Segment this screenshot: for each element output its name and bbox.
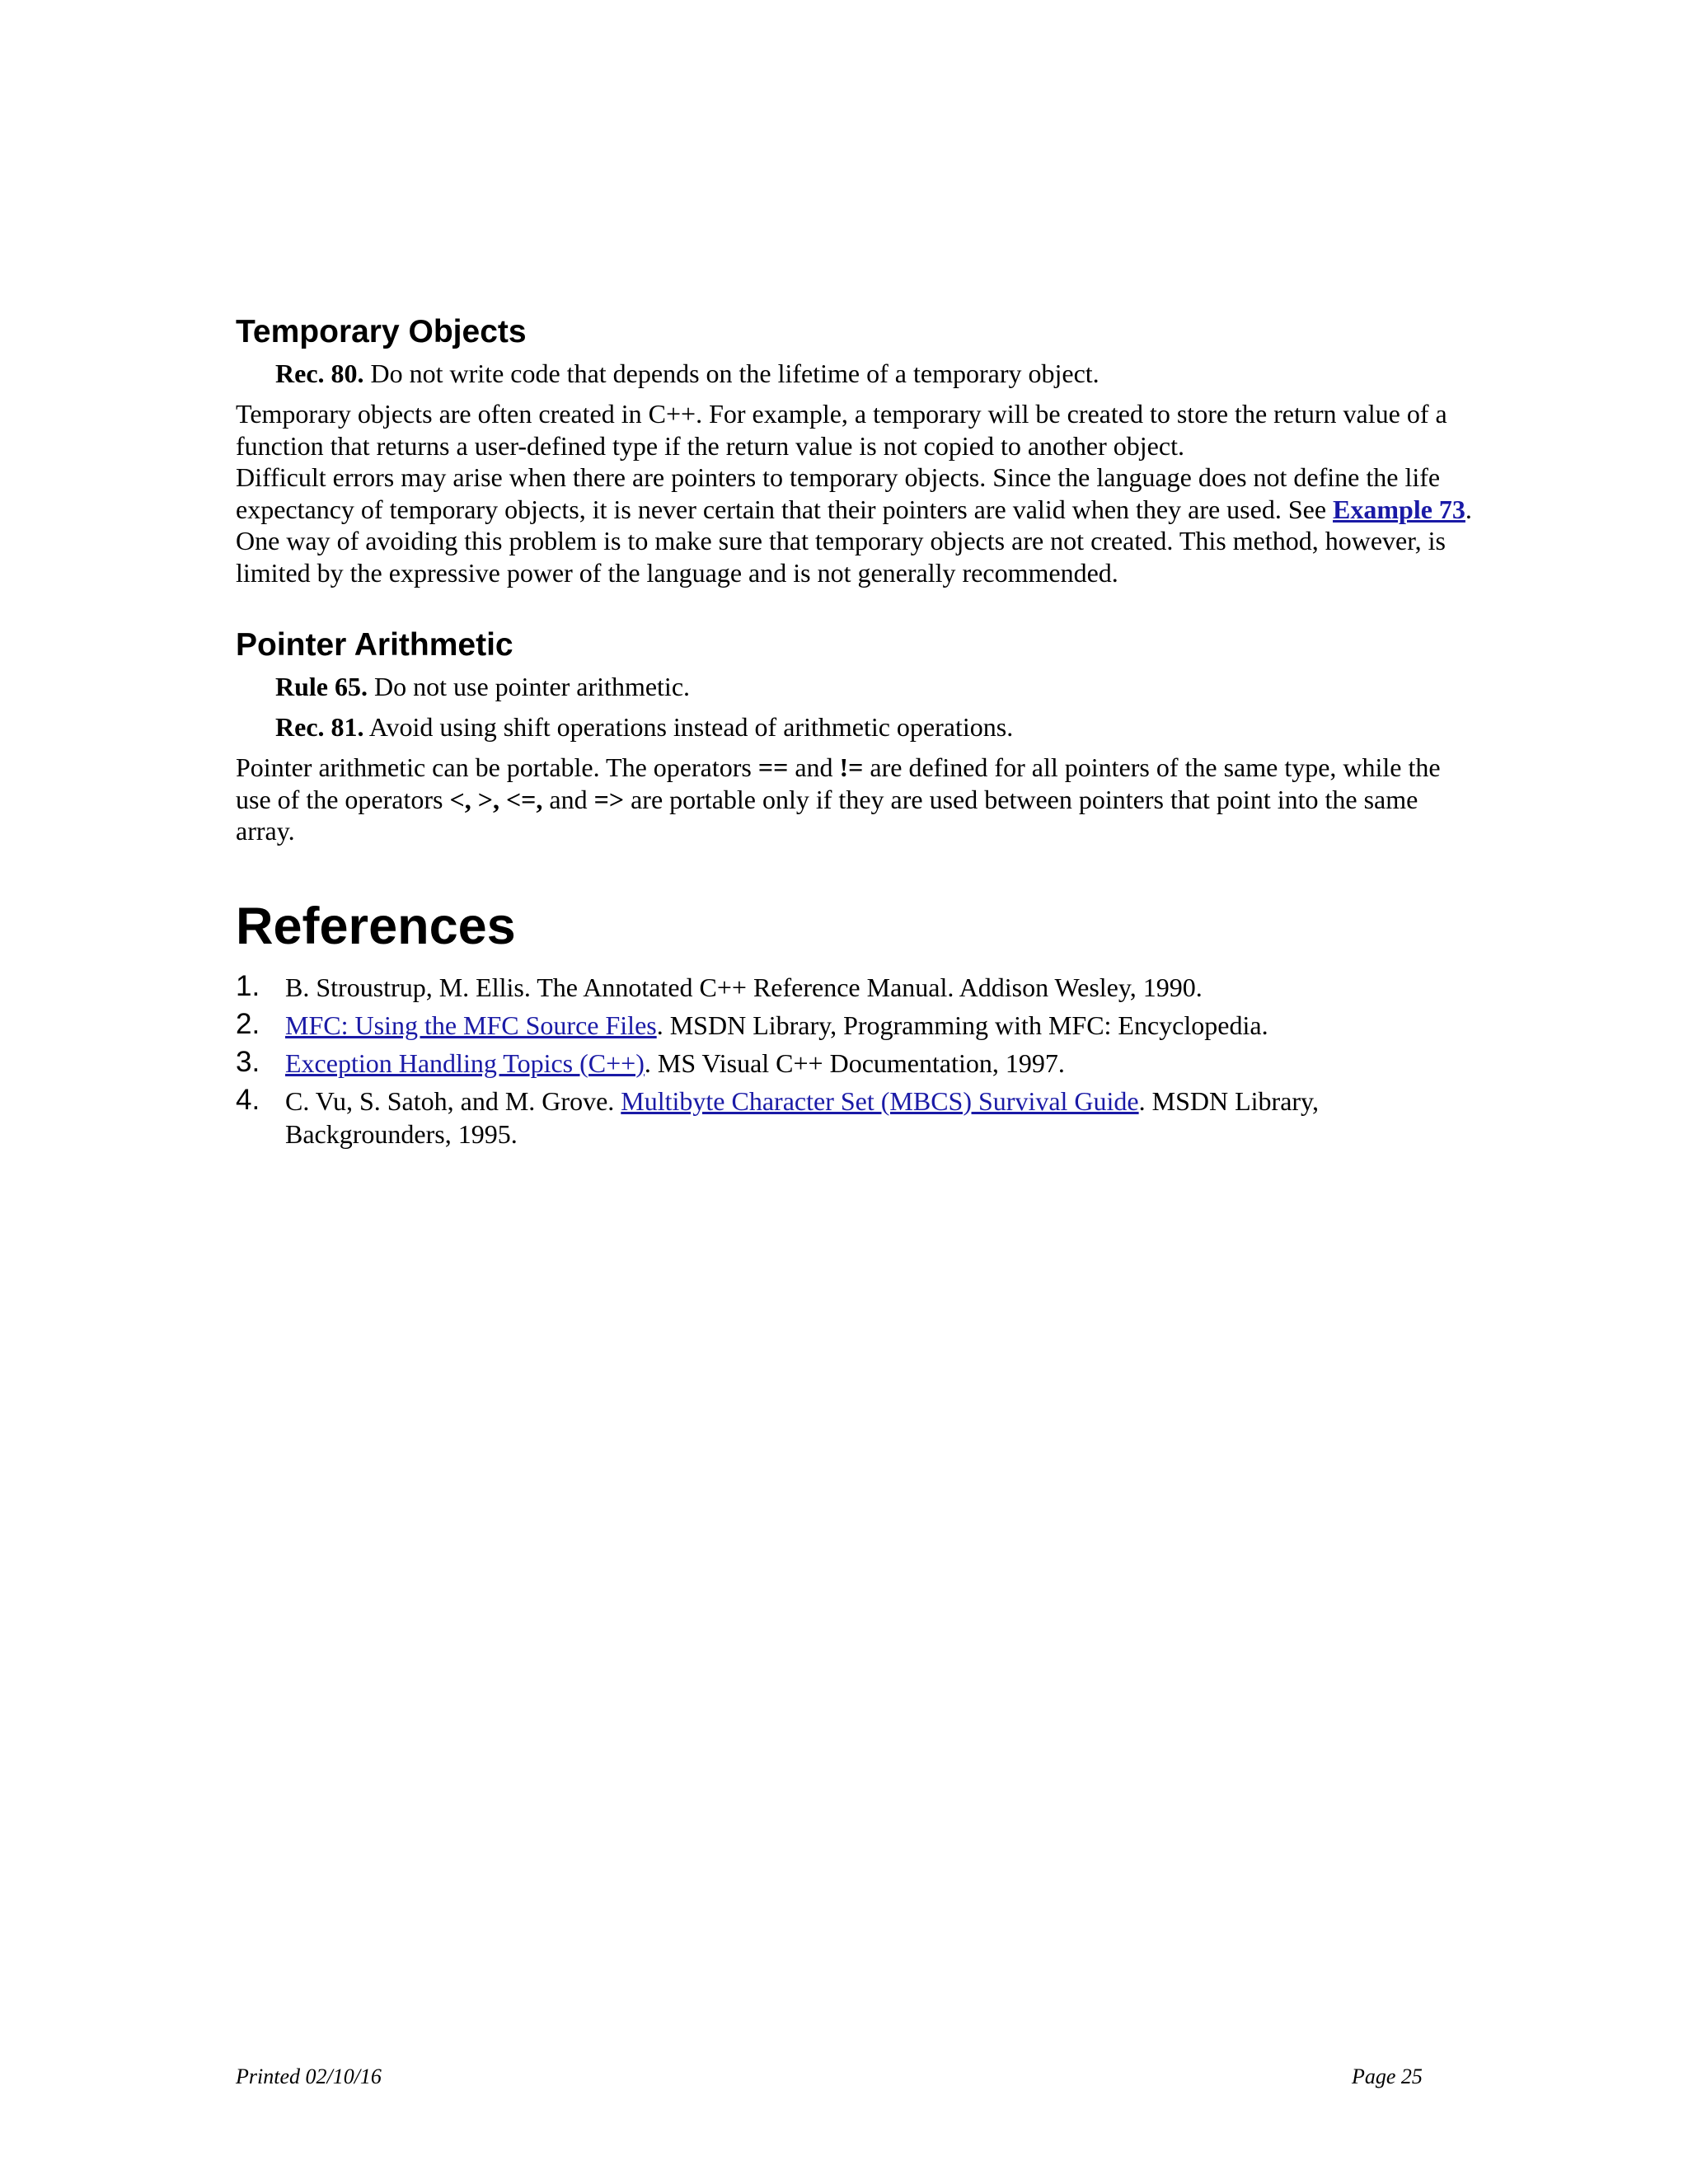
temporary-objects-paragraph-2	[236, 462, 1472, 525]
mbcs-survival-guide-link[interactable]: Multibyte Character Set (MBCS) Survival Guide	[621, 1085, 1139, 1116]
rec-81-text: Avoid using shift operations instead of arithmetic operations.	[363, 712, 1014, 742]
temporary-objects-paragraph-3: One way of avoiding this problem is to make sure that temporary objects are not created. This method, however, is limited by the expressive power of the language and is not generally recommended.	[236, 526, 1446, 588]
rec-81	[275, 711, 1472, 743]
pointer-text-b: and	[788, 752, 840, 782]
rec-80-text: Do not write code that depends on the lifetime of a temporary object.	[363, 359, 1100, 388]
reference-number: 1.	[236, 969, 260, 1002]
pointer-arithmetic-paragraph	[236, 752, 1472, 847]
reference-text: C. Vu, S. Satoh, and M. Grove.	[285, 1085, 621, 1116]
chapter-heading-references: References	[236, 897, 516, 955]
operator-not-equal: !=	[839, 752, 864, 782]
section-heading-temporary-objects: Temporary Objects	[236, 314, 527, 349]
footer-page-number: Page 25	[1352, 2064, 1423, 2088]
paragraph-2-end: .	[1465, 494, 1472, 524]
reference-text-end: . MSDN Library, Backgrounders, 1995.	[285, 1085, 1319, 1149]
spacer	[236, 588, 1472, 625]
reference-item-2	[236, 1009, 1472, 1042]
rec-81-label: Rec. 81.	[275, 712, 364, 742]
example-73-link[interactable]: Example 73	[1333, 494, 1465, 524]
rec-80-label: Rec. 80.	[275, 359, 364, 388]
reference-number: 3.	[236, 1045, 260, 1078]
operator-equal: ==	[757, 752, 789, 782]
reference-item-3	[236, 1047, 1472, 1080]
operators-comparison: <, >, <=,	[449, 784, 543, 814]
pointer-text-a: Pointer arithmetic can be portable. The operators	[236, 752, 758, 782]
reference-item-4	[236, 1085, 1472, 1151]
rec-80	[275, 358, 1472, 389]
reference-text: . MSDN Library, Programming with MFC: Encyclopedia.	[656, 1010, 1268, 1040]
pointer-text-e: are portable only if they are used between pointers that point into the same array.	[236, 784, 1418, 846]
exception-handling-link[interactable]: Exception Handling Topics (C++)	[285, 1047, 645, 1078]
footer-printed-date: Printed 02/10/16	[236, 2064, 382, 2088]
rule-65-text: Do not use pointer arithmetic.	[368, 672, 691, 701]
reference-text: . MS Visual C++ Documentation, 1997.	[644, 1047, 1065, 1078]
reference-number: 4.	[236, 1083, 260, 1116]
pointer-text-d: and	[542, 784, 594, 814]
operator-greater-equal: =>	[593, 784, 625, 814]
reference-item-1	[236, 971, 1472, 1004]
paragraph-2-text: Difficult errors may arise when there are pointers to temporary objects. Since the language does not define the life expectancy of temporary objects, it is never certain that their pointers are valid when they are used. See	[236, 462, 1441, 524]
spacer	[236, 847, 1472, 893]
rule-65-label: Rule 65.	[275, 672, 368, 701]
pointer-text-c: are defined for all pointers of the same type, while the use of the operators	[236, 752, 1441, 814]
page-content	[236, 312, 1472, 1155]
section-heading-pointer-arithmetic: Pointer Arithmetic	[236, 627, 513, 663]
reference-number: 2.	[236, 1007, 260, 1040]
rule-65	[275, 671, 1472, 702]
temporary-objects-paragraph-1: Temporary objects are often created in C++. For example, a temporary will be created to store the return value of a function that returns a user-defined type if the return value is not copied to another object.	[236, 399, 1447, 461]
mfc-source-files-link[interactable]: MFC: Using the MFC Source Files	[285, 1010, 657, 1040]
reference-text: B. Stroustrup, M. Ellis. The Annotated C++ Reference Manual. Addison Wesley, 1990.	[285, 972, 1203, 1002]
references-list	[236, 971, 1472, 1151]
